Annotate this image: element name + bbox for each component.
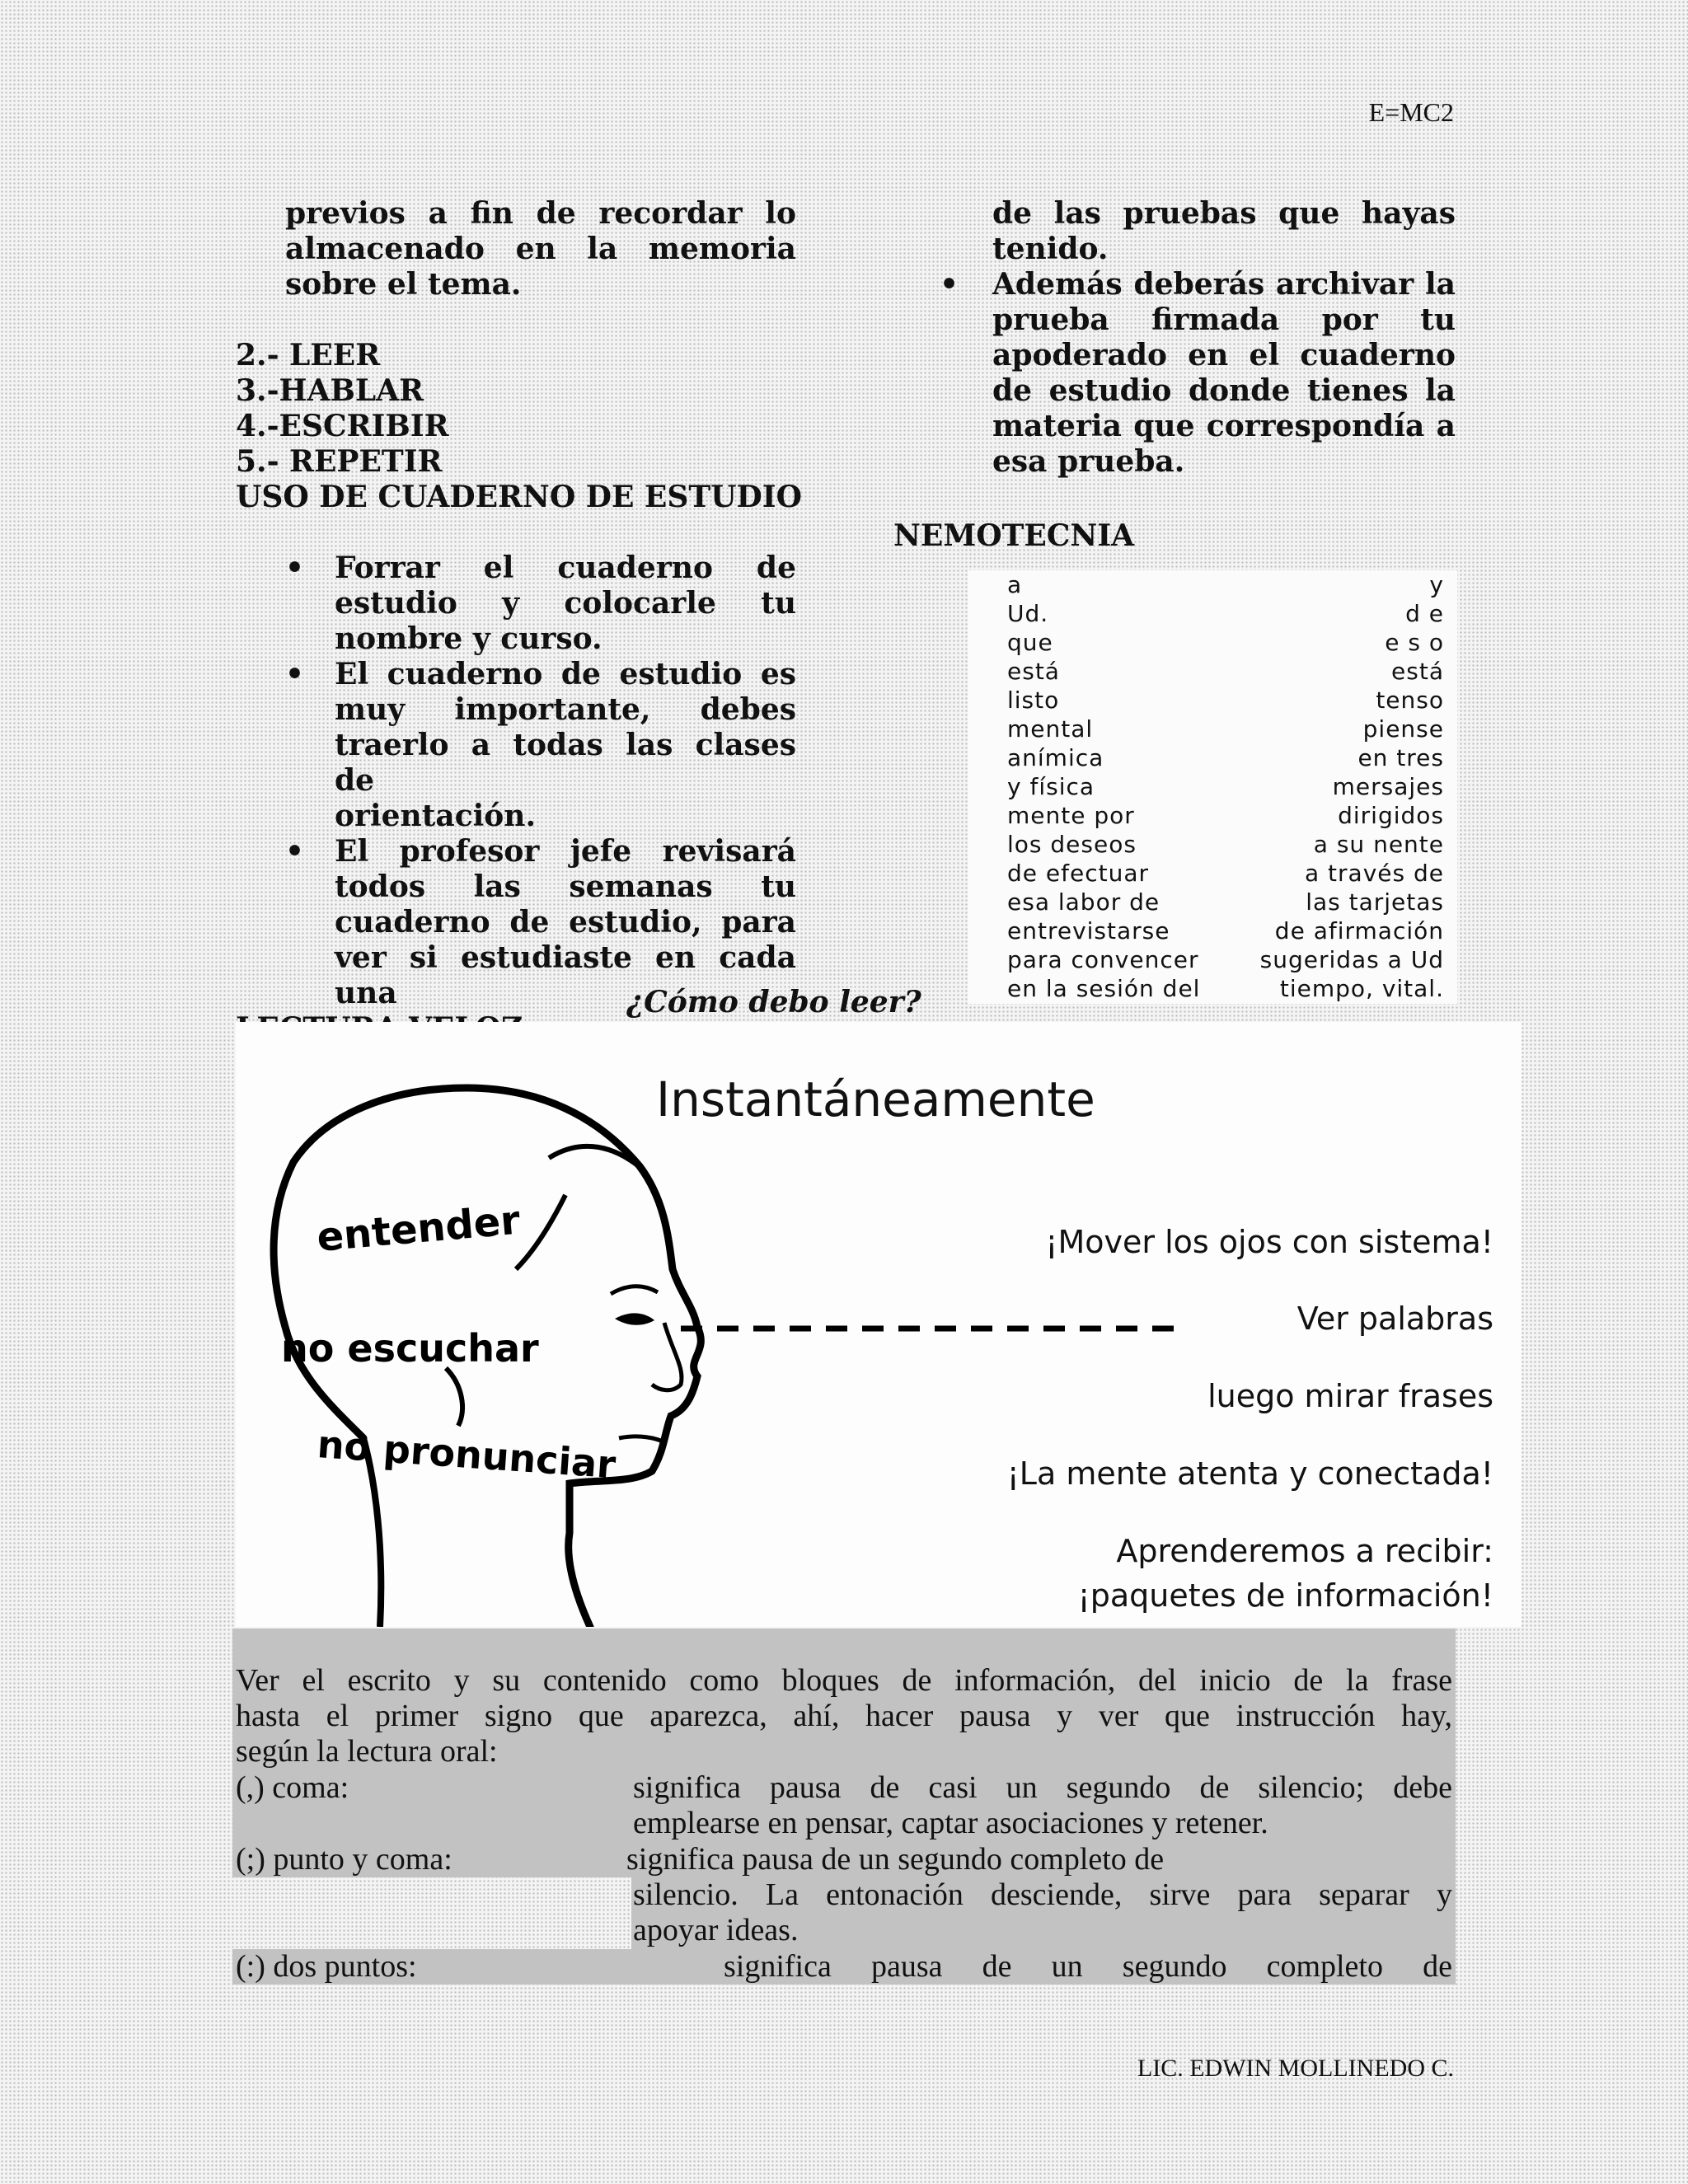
nemotecnia-left-text: que [1007,629,1053,656]
bullet-line: traerlo a todas las clases de [335,728,796,798]
nemotecnia-row [968,801,1457,830]
nemotecnia-right-text: tiempo, vital. [1279,975,1444,1002]
bullet-item [236,657,796,834]
punto-y-coma-text: silencio. La entonación desciende, sirve para separar y [633,1877,1452,1912]
bullet-line: todos las semanas tu [335,869,796,904]
bullet-icon: • [285,834,305,869]
section-title: USO DE CUADERNO DE ESTUDIO [236,480,802,514]
intro-line: almacenado en la memoria [285,232,796,266]
dos-puntos-label: (:) dos puntos: [236,1949,417,1984]
bullet-line: El profesor jefe revisará [335,834,796,869]
bullet-line: de estudio donde tienes la [992,373,1456,408]
nemotecnia-right-text: a su nente [1313,831,1444,858]
nemotecnia-row [968,628,1457,657]
nemotecnia-row [968,945,1457,974]
nemotecnia-row [968,570,1457,599]
punto-y-coma-label: (;) punto y coma: [236,1842,452,1877]
nemotecnia-title: NEMOTECNIA [893,518,1135,553]
bullet-line: orientación. [335,799,537,833]
figure-line: ¡La mente atenta y conectada! [1006,1455,1493,1492]
figure-title: Instantáneamente [656,1071,1095,1127]
bullet-line: Además deberás archivar la [992,267,1456,302]
nemotecnia-right-text: e s o [1385,629,1444,656]
step-item: 5.- REPETIR [236,444,443,479]
paragraph-line: según la lectura oral: [236,1734,498,1769]
nemotecnia-row [968,888,1457,916]
intro-line: de las pruebas que hayas [992,196,1456,231]
paragraph-line: hasta el primer signo que aparezca, ahí, hacer pausa y ver que instrucción hay, [236,1699,1452,1733]
bullet-line: ver si estudiaste en cada una [335,940,796,1010]
nemotecnia-right-text: d e [1405,600,1444,627]
coma-text: significa pausa de casi un segundo de silencio; debe [633,1770,1452,1805]
bullet-item [893,267,1456,480]
intro-line: sobre el tema. [285,267,522,302]
dashed-gaze-line [862,1319,1192,1338]
nemotecnia-image [968,570,1457,1004]
nemotecnia-right-text: piense [1362,715,1444,743]
nemotecnia-row [968,657,1457,686]
nemotecnia-left-text: de efectuar [1007,860,1149,887]
bullet-item [236,551,796,657]
coma-label: (,) coma: [236,1770,349,1805]
bullet-line: apoderado en el cuaderno [992,338,1456,373]
punto-y-coma-text: significa pausa de un segundo completo de [626,1842,1165,1877]
bullet-line: esa prueba. [992,444,1185,479]
nemotecnia-left-text: en la sesión del [1007,975,1201,1002]
question-heading: ¿Cómo debo leer? [626,985,921,1019]
nemotecnia-right-text: sugeridas a Ud [1259,946,1444,973]
reading-figure [236,1022,1522,1627]
bullet-icon: • [285,551,305,585]
nemotecnia-left-text: los deseos [1007,831,1137,858]
nemotecnia-left-text: a [1007,571,1023,598]
nemotecnia-row [968,599,1457,628]
nemotecnia-left-text: mente por [1007,802,1135,829]
nemotecnia-right-text: en tres [1357,744,1444,771]
bullet-line: El cuaderno de estudio es [335,657,796,691]
nemotecnia-right-text: mersajes [1332,773,1444,800]
nemotecnia-row [968,974,1457,1003]
nemotecnia-right-text: dirigidos [1338,802,1444,829]
head-word-no-pronunciar: no pronunciar [316,1422,617,1488]
nemotecnia-left-text: está [1007,658,1060,685]
step-item: 3.-HABLAR [236,373,424,408]
bullet-line: nombre y curso. [335,621,603,656]
dos-puntos-text: significa pausa de un segundo completo de [724,1949,1452,1984]
nemotecnia-row [968,715,1457,743]
nemotecnia-right-text: está [1391,658,1444,685]
intro-line: previos a fin de recordar lo [285,196,796,231]
nemotecnia-right-text: de afirmación [1274,917,1444,944]
nemotecnia-left-text: anímica [1007,744,1104,771]
head-word-entender: entender [315,1197,523,1261]
nemotecnia-left-text: entrevistarse [1007,917,1170,944]
figure-line: ¡Mover los ojos con sistema! [1045,1224,1493,1260]
bullet-icon: • [940,267,959,302]
step-item: 2.- LEER [236,338,381,373]
nemotecnia-row [968,916,1457,945]
nemotecnia-row [968,830,1457,859]
nemotecnia-right-text: tenso [1376,687,1444,714]
nemotecnia-row [968,743,1457,772]
nemotecnia-right-text: a través de [1305,860,1444,887]
figure-line: Aprenderemos a recibir: [1116,1533,1493,1569]
step-item: 4.-ESCRIBIR [236,409,449,443]
nemotecnia-left-text: listo [1007,687,1060,714]
nemotecnia-left-text: Ud. [1007,600,1049,627]
figure-line: ¡paquetes de información! [1077,1577,1493,1614]
nemotecnia-row [968,772,1457,801]
nemotecnia-row [968,686,1457,715]
bullet-line: cuaderno de estudio, para [335,905,796,940]
figure-line: luego mirar frases [1207,1378,1493,1414]
nemotecnia-right-text: las tarjetas [1306,888,1444,916]
bullet-line: prueba firmada por tu [992,302,1456,337]
left-column [236,196,802,1047]
paragraph-line: Ver el escrito y su contenido como bloques de información, del inicio de la frase [236,1663,1452,1698]
bullet-line: Forrar el cuaderno de [335,551,796,585]
punto-y-coma-text: apoyar ideas. [633,1913,799,1947]
head-word-no-escuchar: no escuchar [281,1326,539,1371]
nemotecnia-left-text: y física [1007,773,1095,800]
nemotecnia-left-text: esa labor de [1007,888,1160,916]
intro-line: tenido. [992,232,1109,266]
reading-instructions [232,1629,1456,1985]
bullet-line: materia que correspondía a [992,409,1456,443]
page-footer-author: LIC. EDWIN MOLLINEDO C. [1137,2055,1454,2082]
bullet-line: estudio y colocarle tu [335,586,796,621]
page-header-label: E=MC2 [1368,97,1454,127]
nemotecnia-left-text: mental [1007,715,1094,743]
right-column [893,196,1456,480]
bullet-icon: • [285,657,305,691]
nemotecnia-left-text: para convencer [1007,946,1199,973]
figure-line: Ver palabras [1296,1301,1493,1337]
nemotecnia-right-text: y [1429,571,1444,598]
nemotecnia-row [968,859,1457,888]
bullet-line: muy importante, debes [335,692,796,727]
coma-text: emplearse en pensar, captar asociaciones y retener. [633,1806,1268,1840]
